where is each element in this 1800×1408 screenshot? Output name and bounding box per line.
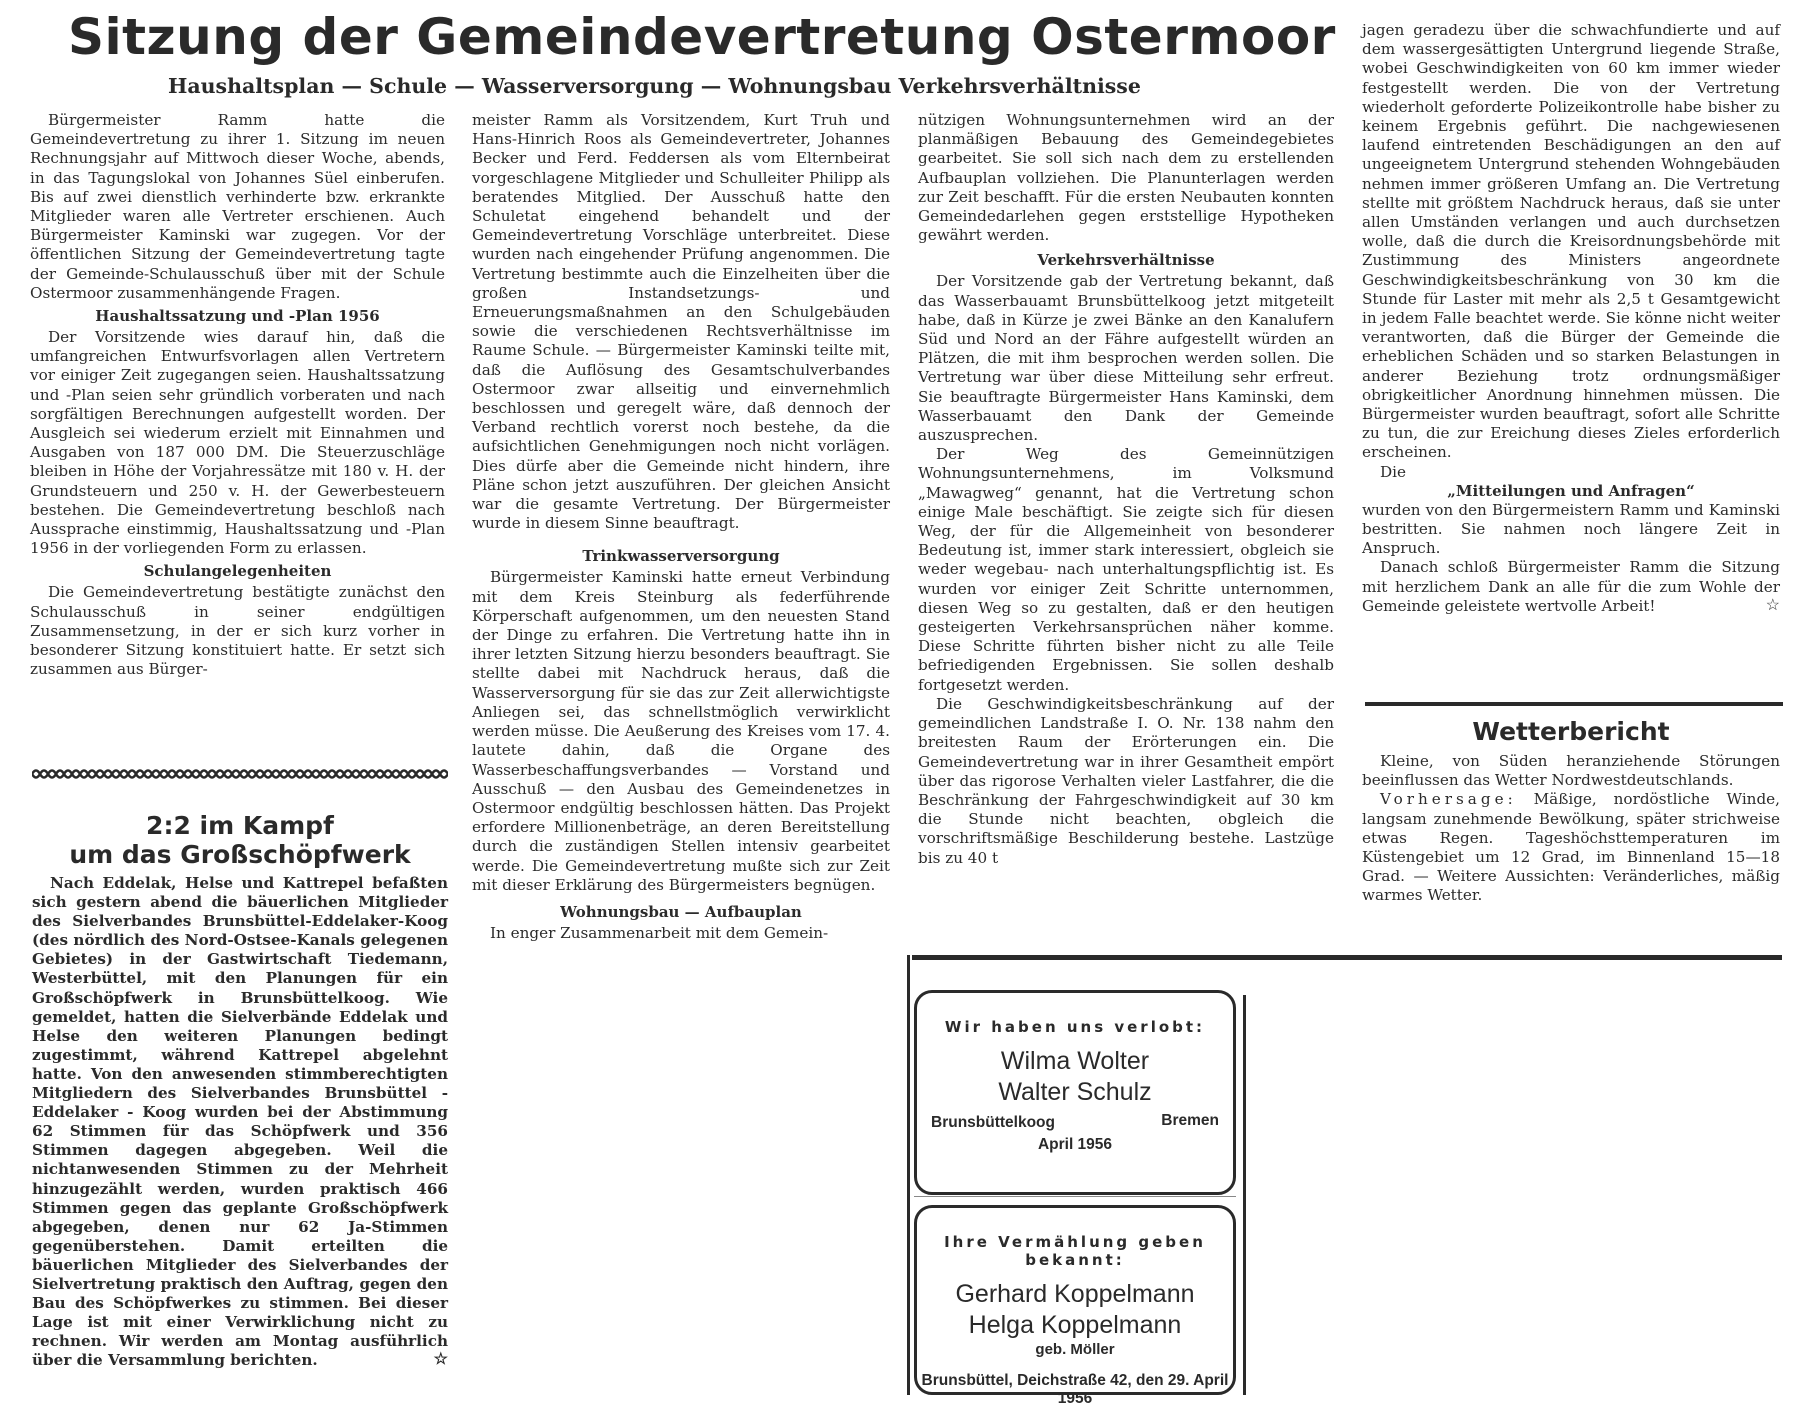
final-paragraph: Danach schloß Bürgermeister Ramm die Sitzung mit herzlichem Dank an alle für die zum Wohle der Gemeinde geleistete wertvolle Arbeit! bbox=[1362, 558, 1780, 615]
engagement-announcement bbox=[914, 990, 1236, 1195]
second-article-headline bbox=[32, 811, 448, 869]
headline-line-2: um das Großschöpfwerk bbox=[69, 840, 411, 869]
article-subheadline: Haushaltsplan — Schule — Wasserversorgung — Wohnungsbau Verkehrsverhältnisse bbox=[168, 74, 1141, 98]
weather-top-rule bbox=[1365, 702, 1783, 706]
column-2 bbox=[472, 111, 890, 943]
name-2: Walter Schulz bbox=[998, 1078, 1152, 1106]
closing-heading: „Mitteilungen und Anfragen“ bbox=[1447, 481, 1695, 500]
section-heading-wohnungsbau: Wohnungsbau — Aufbauplan bbox=[560, 902, 802, 921]
wohnungsbau-continuation: nützigen Wohnungsunternehmen wird an der planmäßigen Bebauung des Gemeindegebietes gearbeitet. Sie soll sich nach dem zu erstellenden Aufbauplan vollziehen. Die Planunterlagen werden zur Zeit beschafft. Für die ersten Neubauten konnten Gemeindedarlehen gegen erststellige Hypotheken gewährt werden. bbox=[918, 111, 1334, 245]
section-heading-trinkwasser: Trinkwasserversorgung bbox=[582, 547, 780, 566]
column-3 bbox=[918, 111, 1334, 868]
verkehr-paragraph-3: Die Geschwindigkeitsbeschränkung auf der gemeindlichen Landstraße I. O. Nr. 138 nahm den breitesten Raum der Erörterungen ein. Die Gemeindevertretung war in ihrer Gesamtheit empört über das rigorose Verhalten vieler Lastfahrer, die die Beschränkung der Fahrgeschwindigkeit auf 30 km die Stunde nicht beachten, obgleich die vorschriftsmäßige Beschilderung bestehe. Lastzüge bis zu 40 t bbox=[918, 694, 1334, 867]
ads-right-rule bbox=[1243, 995, 1246, 1395]
ads-left-rule bbox=[907, 955, 910, 1395]
announcement-address: Brunsbüttel, Deichstraße 42, den 29. April 1956 bbox=[921, 1372, 1229, 1407]
announcement-intro: Ihre Vermählung geben bekannt: bbox=[944, 1233, 1206, 1269]
wedding-announcement bbox=[914, 1205, 1236, 1407]
article-headline: Sitzung der Gemeindevertretung Ostermoor bbox=[68, 8, 1336, 66]
announcement-intro: Wir haben uns verlobt: bbox=[944, 1018, 1206, 1036]
verkehr-paragraph-1: Der Vorsitzende gab der Vertretung bekannt, daß das Wasserbauamt Brunsbüttelkoog jetzt mitgeteilt habe, daß in Kürze je zwei Bänke an den Kanalufern Süd und Nord an der Fähre aufgestellt würden an Plätzen, die mit ihm besprochen werden sollen. Die Vertretung war über diese Mitteilung sehr erfreut. Sie beauftragte Bürgermeister Hans Kaminski, dem Wasserbauamt den Dank der Gemeinde auszusprechen. bbox=[918, 272, 1334, 445]
right-place: Bremen bbox=[1161, 1112, 1219, 1129]
left-place: Brunsbüttelkoog bbox=[931, 1114, 1055, 1131]
intro-paragraph: Bürgermeister Ramm hatte die Gemeindevertretung zu ihrer 1. Sitzung im neuen Rechnungsjahr auf Mittwoch dieser Woche, abends, in das Tagungslokal von Johannes Süel einberufen. Bis auf zwei dienstlich verhinderte bzw. erkrankte Mitglieder waren alle Vertreter erschienen. Auch Bürgermeister Kaminski war zugegen. Vor der öffentlichen Sitzung der Gemeindevertretung tagte der Gemeinde-Schulausschuß über mit der Schule Ostermoor zusammenhängende Fragen. bbox=[30, 111, 445, 302]
trinkwasser-paragraph: Bürgermeister Kaminski hatte erneut Verbindung mit dem Kreis Steinburg als federführende Körperschaft aufgenommen, um den neuesten Stand der Dinge zu erfahren. Die Vertretung hatte ihn in ihrer letzten Sitzung hierzu besonders beauftragt. Sie stellte dabei mit Nachdruck heraus, daß die Wasserversorgung für sie das zur Zeit allerwichtigste Anliegen sei, das schnellstmöglich verwirklicht werden müsse. Die Aeußerung des Kreises vom 17. 4. lautete dahin, daß die Organe des Wasserbeschaffungsverbandes — Vorstand und Ausschuß — den Ausbau des Gemeindenetzes in Ostermoor endgültig beschlossen hätten. Das Projekt erfordere Millionenbeträge, an deren Bereitstellung durch die zuständigen Stellen intensiv gearbeitet werde. Die Gemeindevertretung mußte sich zur Zeit mit dieser Erklärung des Bürgermeisters begnügen. bbox=[472, 568, 890, 894]
forecast-label: Vorhersage: bbox=[1380, 790, 1517, 809]
announcement-names bbox=[917, 1279, 1233, 1341]
ads-separator bbox=[914, 1196, 1236, 1197]
column-4 bbox=[1362, 3, 1780, 616]
name-1: Gerhard Koppelmann bbox=[955, 1280, 1195, 1308]
closing-text: wurden von den Bürgermeistern Ramm und Kaminski bestritten. Sie nahmen noch längere Zeit in Anspruch. bbox=[1362, 500, 1780, 558]
ornamental-divider bbox=[32, 767, 448, 781]
second-article-text: Nach Eddelak, Helse und Kattrepel befaßten sich gestern abend die bäuerlichen Mitglieder des Sielverbandes Brunsbüttel-Eddelaker-Koog (des nördlich des Nord-Ostsee-Kanals gelegenen Gebietes) in der Gastwirtschaft Tiedemann, Westerbüttel, mit den Planungen für ein Großschöpfwerk in Brunsbüttelkoog. Wie gemeldet, hatten die Sielverbände Eddelak und Helse den weiteren Planungen bedingt zugestimmt, während Kattrepel abgelehnt hatte. Von den anwesenden stimmberechtigten Mitgliedern des Sielverbandes Brunsbüttel - Eddelaker - Koog wurden bei der Abstimmung 62 Stimmen für das Schöpfwerk und 356 Stimmen dagegen abgegeben. Weil die nichtanwesenden Stimmen zu der Mehrheit hinzugezählt werden, wurden praktisch 466 Stimmen gegen das geplante Großschöpfwerk abgegeben, denen nur 62 Ja-Stimmen gegenüberstehen. Damit erteilten die bäuerlichen Mitglieder des Sielverbandes der Sielvertretung praktisch den Auftrag, gegen den Bau des Schöpfwerkes zu stimmen. Bei dieser Lage ist mit einer Verwirklichung nicht zu rechnen. Wir werden am Montag ausführlich über die Versammlung berichten. bbox=[32, 874, 448, 1370]
name-2: Helga Koppelmann bbox=[968, 1311, 1182, 1339]
announcement-footer bbox=[917, 1108, 1233, 1153]
weather-body bbox=[1362, 752, 1780, 906]
section-heading-haushalt: Haushaltssatzung und -Plan 1956 bbox=[95, 307, 380, 326]
maiden-name-note: geb. Möller bbox=[1035, 1341, 1115, 1358]
section-heading-schule: Schulangelegenheiten bbox=[143, 562, 332, 581]
name-1: Wilma Wolter bbox=[1000, 1047, 1150, 1075]
closing-lead: Die bbox=[1380, 462, 1407, 481]
second-article-body bbox=[32, 874, 448, 1370]
column-1 bbox=[30, 111, 445, 679]
weather-title: Wetterbericht bbox=[1472, 717, 1670, 746]
schule-paragraph: Die Gemeindevertretung bestätigte zunächst den Schulausschuß in seiner endgültigen Zusammensetzung, in der er sich kurz vorher in besonderer Sitzung konstituiert hatte. Er setzt sich zusammen aus Bürger- bbox=[30, 583, 445, 679]
wohnungsbau-paragraph: In enger Zusammenarbeit mit dem Gemein- bbox=[490, 923, 829, 942]
haushalt-paragraph: Der Vorsitzende wies darauf hin, daß die umfangreichen Entwurfsvorlagen allen Vertretern vor einiger Zeit zugegangen seien. Haushaltssatzung und -Plan seien sehr gründlich vorberaten und nach sorgfältigen Berechnungen aufgestellt worden. Der Ausgleich sei wiederum erzielt mit Einnahmen und Ausgaben von 187 000 DM. Die Steuerzuschläge bleiben in Höhe der Vorjahressätze mit 180 v. H. der Grundsteuern und 250 v. H. der Gewerbesteuern bestehen. Die Gemeindevertretung beschloß nach Aussprache einstimmig, Haushaltssatzung und -Plan 1956 in der vorliegenden Form zu erlassen. bbox=[30, 328, 445, 558]
verkehr-continuation: jagen geradezu über die schwachfundierte und auf dem wassergesättigten Untergrund liegende Straße, wobei Geschwindigkeiten von 60 km immer wieder festgestellt werden. Die von der Vertretung wiederholt geforderte Polizeikontrolle habe bisher zu keinem Ergebnis geführt. Die nachgewiesenen laufend eintretenden Beschädigungen an den auf ungeeignetem Untergrund stehenden Wohngebäuden nehmen immer größeren Umfang an. Die Vertretung stellte mit größtem Nachdruck heraus, daß sie unter allen Umständen verlangen und auch durchsetzen wolle, daß die durch die Kreisordnungsbehörde mit Zustimmung des Ministers angeordnete Geschwindigkeitsbeschränkung von 30 km die Stunde für Laster mit mehr als 2,5 t Gesamtgewicht in jedem Falle beachtet werde. Sie könne nicht weiter verantworten, daß die Bürger der Gemeinde die erheblichen Schäden und so starken Belastungen in anderer Beziehung trotz ordnungsmäßiger obrigkeitlicher Anordnung hinnehmen müssen. Die Bürgermeister wurden beauftragt, sofort alle Schritte zu tun, die zur Ereichung dieses Zieles erforderlich erscheinen. bbox=[1362, 21, 1780, 462]
headline-line-1: 2:2 im Kampf bbox=[146, 811, 334, 840]
star-end-mark-icon: ☆ bbox=[1765, 594, 1780, 614]
ads-top-rule bbox=[912, 955, 1782, 960]
announcement-date: April 1956 bbox=[1037, 1136, 1113, 1153]
forecast-text: Mäßige, nordöstliche Winde, langsam zunehmende Bewölkung, später strichweise etwas Regen. Tageshöchsttemperaturen im Küstengebiet um 12 Grad, im Binnenland 15—18 Grad. — Weitere Aussichten: Veränderliches, mäßig warmes Wetter. bbox=[1362, 790, 1780, 905]
verkehr-paragraph-2: Der Weg des Gemeinnützigen Wohnungsunternehmens, im Volksmund „Mawagweg“ genannt, hat die Vertretung schon einige Male beschäftigt. Sie zeigte sich für diesen Weg, der für die Allgemeinheit von besonderer Bedeutung ist, immer stark interessiert, obgleich sie weder wegebau- nach unterhaltungspflichtig ist. Es wurden vor einiger Zeit Schritte unternommen, diesen Weg so zu gestalten, daß er den heutigen gesteigerten Verkehrsansprüchen näher komme. Diese Schritte führten bisher nicht zu alle Teile befriedigenden Ergebnissen. Sie sollen deshalb fortgesetzt werden. bbox=[918, 445, 1334, 694]
announcement-names bbox=[917, 1046, 1233, 1108]
schule-continuation: meister Ramm als Vorsitzendem, Kurt Truh und Hans-Hinrich Roos als Gemeindevertreter, Johannes Becker und Ferd. Feddersen als vom Elternbeirat vorgeschlagene Mitglieder und Schulleiter Philipp als beratendes Mitglied. Der Ausschuß hatte den Schuletat eingehend behandelt und der Gemeindevertretung Vorschläge unterbreitet. Diese wurden nach eingehender Prüfung angenommen. Die Vertretung bestimmte auch die Einzelheiten über die großen Instandsetzungs- und Erneuerungsmaßnahmen an den Schulgebäuden sowie die verschiedenen Rechtsverhältnisse im Raume Schule. — Bürgermeister Kaminski teilte mit, daß die Auflösung des Gesamtschulverbandes Ostermoor zwar allseitig und einvernehmlich beschlossen und geregelt wäre, daß dennoch der Verband rechtlich vorerst noch bestehe, da die aufsichtlichen Genehmigungen noch nicht vorlägen. Dies dürfe aber die Gemeinde nicht hindern, ihre Pläne schon jetzt auszuführen. Der gleichen Ansicht war die gesamte Vertretung. Der Bürgermeister wurde in diesem Sinne beauftragt. bbox=[472, 111, 890, 533]
star-end-mark-icon: ☆ bbox=[433, 1349, 448, 1369]
weather-intro: Kleine, von Süden heranziehende Störungen beeinflussen das Wetter Nordwestdeutschlands. bbox=[1362, 752, 1780, 790]
section-heading-verkehr: Verkehrsverhältnisse bbox=[1037, 251, 1215, 270]
